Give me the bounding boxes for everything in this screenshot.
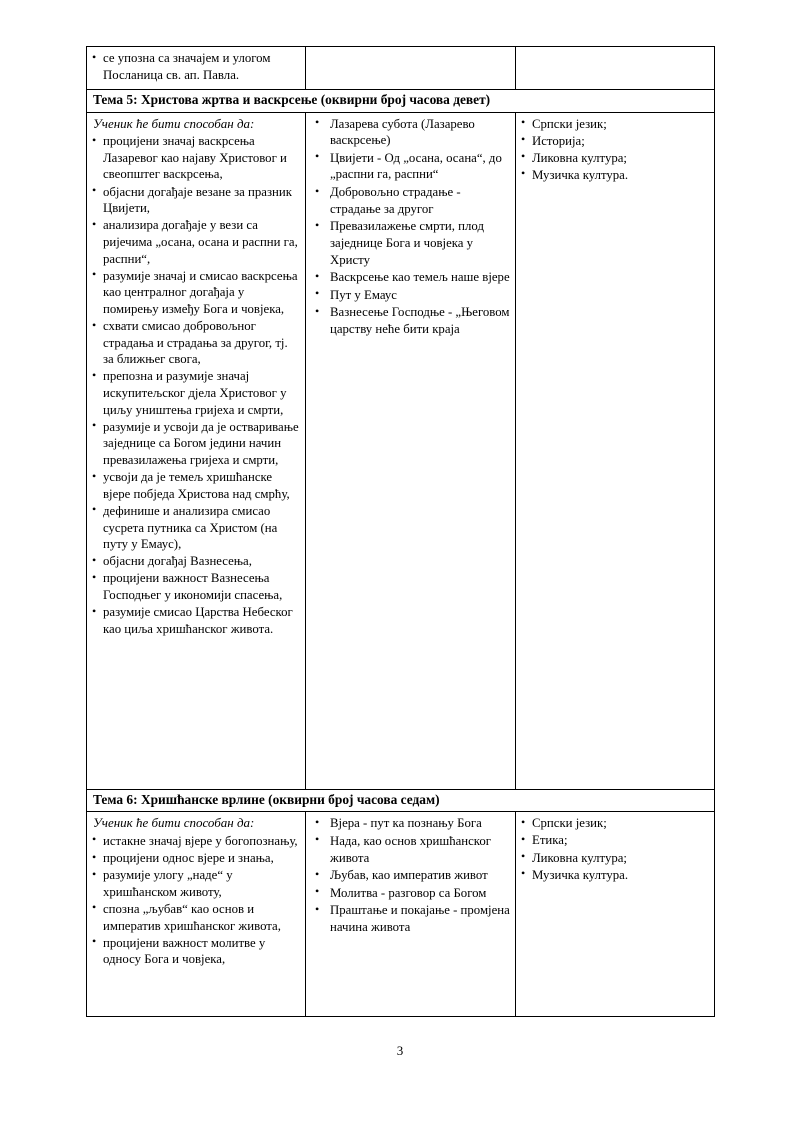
correlation-list-theme-5 [521, 116, 709, 184]
cell-contents-theme-6 [306, 812, 516, 1017]
list-item: • Љубав, као императив живот [311, 867, 510, 884]
curriculum-table [86, 46, 715, 1017]
cell-outcomes-theme-5 [87, 112, 306, 789]
list-item: • анализира догађаје у вези са ријечима „осана, осана и распни га, распни“, [92, 217, 300, 267]
outcomes-intro-5: Ученик ће бити способан да: [93, 115, 255, 131]
list-item: • Етика; [521, 832, 709, 849]
list-item: • процијени важност Вазнесења Господњег у икономији спасења, [92, 570, 300, 603]
table-row-theme-body [87, 112, 715, 789]
list-item: • Молитва - разговор са Богом [311, 885, 510, 902]
list-item: • препозна и разумије значај искупитељског дјела Христовог у циљу уништења гријеха и смрти, [92, 368, 300, 418]
list-item: • процијени однос вјере и знања, [92, 850, 300, 867]
list-item: • Историја; [521, 133, 709, 150]
list-item: • Музичка култура. [521, 867, 709, 884]
list-item: • објасни догађај Вазнесења, [92, 553, 300, 570]
table-row-continuation [87, 47, 715, 90]
content-list-theme-6 [311, 815, 510, 935]
list-item: • схвати смисао добровољног страдања и страдања за другог, тј. за ближњег свога, [92, 318, 300, 368]
outcome-list-theme-5 [92, 133, 300, 637]
list-item: • Превазилажење смрти, плод заједнице Бога и човјека у Христу [311, 218, 510, 268]
cell-correlations-theme-6 [516, 812, 715, 1017]
outcomes-intro-6: Ученик ће бити способан да: [93, 815, 255, 831]
list-item: • Васкрсење као темељ наше вјере [311, 269, 510, 286]
cell-outcomes-continued [87, 47, 306, 90]
list-item: • спозна „љубав“ као основ и императив хришћанског живота, [92, 901, 300, 934]
cell-correlations-theme-5 [516, 112, 715, 789]
list-item: • процијени значај васкрсења Лазаревог као најаву Христовог и свеопштег васкрсења, [92, 133, 300, 183]
content-list-theme-5 [311, 116, 510, 338]
table-row-theme-body [87, 812, 715, 1017]
cell-correlations-continued [516, 47, 715, 90]
outcome-list-continued [92, 50, 300, 83]
list-item: • усвоји да је темељ хришћанске вјере побједа Христова над смрћу, [92, 469, 300, 502]
list-item: • Праштање и покајање - промјена начина живота [311, 902, 510, 935]
cell-contents-continued [306, 47, 516, 90]
list-item: • разумије и усвоји да је остваривање заједнице са Богом једини начин превазилажења гријеха и смрти, [92, 419, 300, 469]
list-item: • дефинише и анализира смисао сусрета путника са Христом (на путу у Емаус), [92, 503, 300, 553]
list-item: • разумије смисао Царства Небеског као циља хришћанског живота. [92, 604, 300, 637]
list-item: • Вазнесење Господње - „Његовом царству неће бити краја [311, 304, 510, 337]
list-item: • Цвијети - Од „осана, осана“, до „распни га, распни“ [311, 150, 510, 183]
list-item: • Ликовна култура; [521, 850, 709, 867]
list-item: • Музичка култура. [521, 167, 709, 184]
list-item: • истакне значај вјере у богопознању, [92, 833, 300, 850]
theme-heading-6: Тема 6: Хришћанске врлине (оквирни број часова седам) [87, 789, 715, 812]
list-item: • Ликовна култура; [521, 150, 709, 167]
list-item: • Пут у Емаус [311, 287, 510, 304]
list-item: • Српски језик; [521, 116, 709, 133]
table-row-theme-heading [87, 89, 715, 112]
theme-heading-5: Тема 5: Христова жртва и васкрсење (оквирни број часова девет) [87, 89, 715, 112]
correlation-list-theme-6 [521, 815, 709, 883]
table-row-theme-heading [87, 789, 715, 812]
list-item: • разумије улогу „наде“ у хришћанском животу, [92, 867, 300, 900]
cell-outcomes-theme-6 [87, 812, 306, 1017]
list-item: • Добровољно страдање - страдање за другог [311, 184, 510, 217]
list-item: • објасни догађаје везане за празник Цвијети, [92, 184, 300, 217]
list-item: • Лазарева субота (Лазарево васкрсење) [311, 116, 510, 149]
list-item: • процијени важност молитве у односу Бога и човјека, [92, 935, 300, 968]
cell-contents-theme-5 [306, 112, 516, 789]
list-item: • разумије значај и смисао васкрсења као централног догађаја у помирењу између Бога и човјека, [92, 268, 300, 318]
outcome-list-theme-6 [92, 833, 300, 968]
page-number: 3 [396, 1043, 404, 1058]
list-item: • Вјера - пут ка познању Бога [311, 815, 510, 832]
list-item: • се упозна са значајем и улогом Посланица св. ап. Павла. [92, 50, 300, 83]
list-item: • Нада, као основ хришћанског живота [311, 833, 510, 866]
list-item: • Српски језик; [521, 815, 709, 832]
